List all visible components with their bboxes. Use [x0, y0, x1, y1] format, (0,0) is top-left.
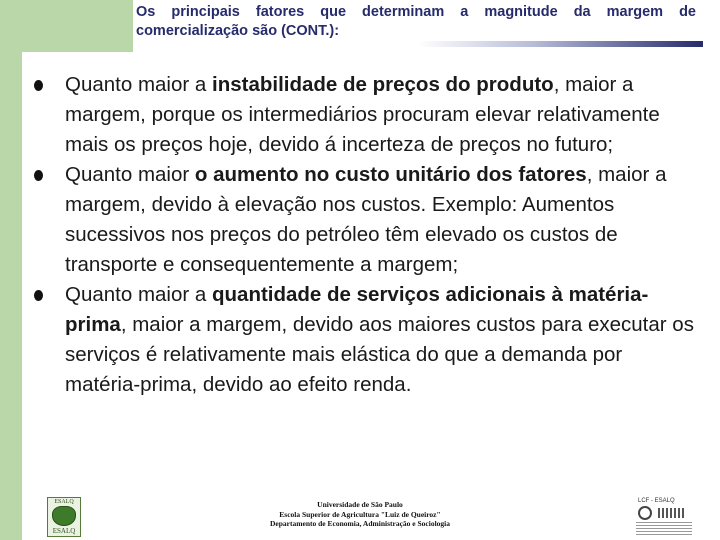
- left-accent-bar: [0, 0, 22, 540]
- bullet-text-pre: Quanto maior: [65, 163, 195, 186]
- footer-line-school: Escola Superior de Agricultura "Luiz de Queiroz": [279, 509, 441, 519]
- bullet-text-post: , maior a margem, devido aos maiores custos para executar os serviços é relativamente mais elástica do que a demanda por matéria-prima, devido ao efeito renda.: [65, 313, 694, 396]
- bullet-text-pre: Quanto maior a: [65, 73, 212, 96]
- bullet-item: [34, 70, 694, 160]
- bullet-item: [34, 160, 694, 280]
- bullet-text-post: , maior a margem, porque os intermediários procuram elevar relativamente mais os preços hoje, devido á incerteza de preços no futuro;: [65, 73, 660, 156]
- footer-line-university: Universidade de São Paulo: [317, 500, 403, 509]
- esalq-emblem-icon: [52, 506, 76, 526]
- bullet-text-pre: Quanto maior a: [65, 283, 212, 306]
- esalq-logo-icon: [47, 497, 81, 537]
- bullet-list: [34, 70, 694, 400]
- bullet-dot-icon: [34, 290, 43, 301]
- slide-title: Os principais fatores que determinam a magnitude da margem de comercialização são (CONT.):: [136, 4, 696, 39]
- esalq-logo-top-text: ESALQ: [54, 499, 74, 505]
- footer-line-department: Departamento de Economia, Administração e Sociologia: [270, 519, 450, 528]
- bullet-text-post: , maior a margem, devido à elevação nos custos. Exemplo: Aumentos sucessivos nos preços do petróleo têm elevado os custos de transporte e consequentemente a margem;: [65, 163, 667, 276]
- bullet-item: [34, 280, 694, 400]
- bullet-dot-icon: [34, 170, 43, 181]
- footer-institution: [200, 500, 520, 529]
- bullet-dot-icon: [34, 80, 43, 91]
- title-underline: [418, 41, 703, 47]
- lcf-circle-icon: [638, 506, 652, 520]
- lcf-fine-print: [636, 522, 692, 536]
- esalq-logo-bottom-text: ESALQ: [52, 527, 76, 535]
- lcf-logo-label: LCF - ESALQ: [638, 498, 675, 504]
- bullet-text-bold: o aumento no custo unitário dos fatores: [194, 163, 587, 186]
- bullet-text-bold: quantidade de serviços adicionais à matéria-prima: [65, 283, 649, 336]
- lcf-bars-icon: [658, 508, 684, 518]
- top-accent-block: [0, 0, 133, 52]
- bullet-text-bold: instabilidade de preços do produto: [212, 73, 554, 96]
- lcf-logo-icon: [628, 498, 694, 538]
